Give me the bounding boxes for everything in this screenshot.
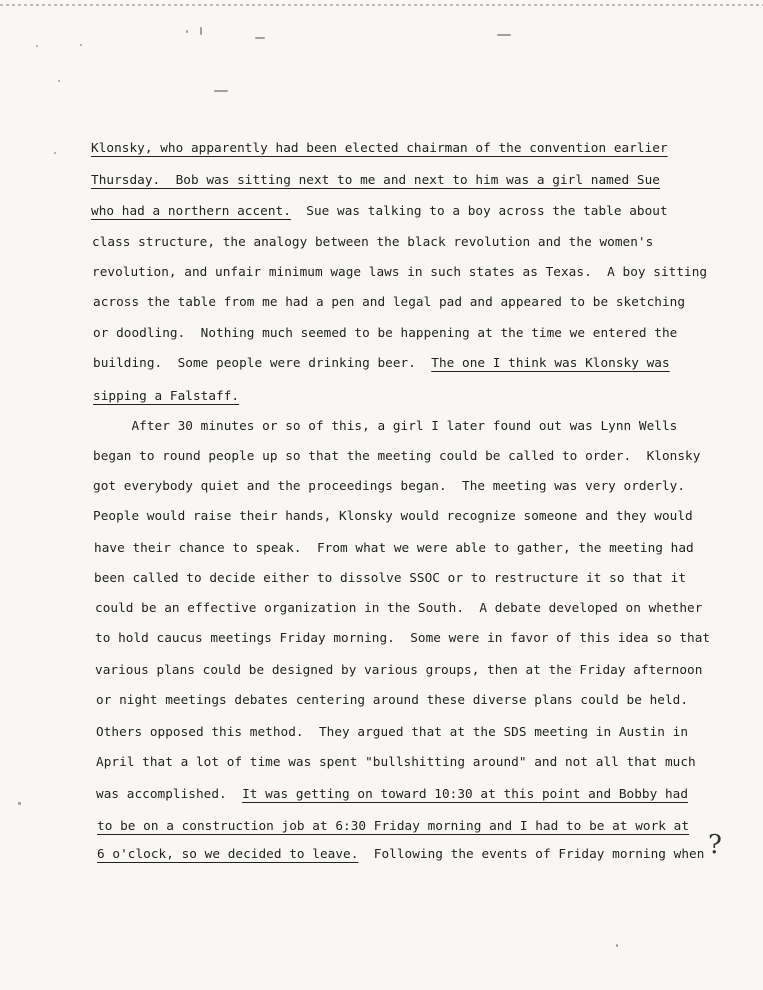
text-line [93,355,670,371]
underlined-text-segment: to be on a construction job at 6:30 Friday morning and I had to be at work at [97,818,690,833]
text-line [91,140,668,156]
text-segment: Sue was talking to a boy across the table about [290,203,668,218]
text-line [96,786,688,802]
underlined-text-segment: It was getting on toward 10:30 at this point and Bobby had [242,786,689,801]
text-line [91,172,660,188]
text-line [95,600,702,616]
text-line [93,448,700,464]
text-line [93,294,685,310]
text-segment: across the table from me had a pen and legal pad and appeared to be sketching [93,294,686,309]
text-segment: After 30 minutes or so of this, a girl I later found out was Lynn Wells [93,418,678,433]
text-segment: was accomplished. [96,786,243,801]
text-segment: began to round people up so that the meeting could be called to order. Klonsky [93,448,701,463]
underlined-text-segment: Klonsky, who apparently had been elected chairman of the convention earlier [91,140,668,155]
text-line [96,724,688,740]
text-segment: been called to decide either to dissolve SSOC or to restructure it so that it [94,570,687,585]
text-segment: could be an effective organization in the South. A debate developed on whether [95,600,703,615]
text-line [97,846,704,862]
underlined-text-segment: 6 o'clock, so we decided to leave. [97,846,359,861]
text-segment: Others opposed this method. They argued that at the SDS meeting in Austin in [96,724,689,739]
text-line [96,754,696,770]
text-line [93,388,239,404]
text-segment: or night meetings debates centering around these diverse plans could be held. [96,692,689,707]
underlined-text-segment: who had a northern accent. [91,203,291,218]
text-line [94,570,686,586]
text-line [92,234,653,250]
text-segment: Following the events of Friday morning when [358,846,705,861]
text-line [93,325,677,341]
text-line [94,540,694,556]
text-line [95,662,702,678]
underlined-text-segment: Thursday. Bob was sitting next to me and next to him was a girl named Sue [91,172,660,187]
handwritten-question-mark: ? [708,830,722,860]
text-line [93,508,693,524]
text-line [97,818,689,834]
text-segment: various plans could be designed by various groups, then at the Friday afternoon [95,662,703,677]
text-line [93,418,677,434]
text-segment: have their chance to speak. From what we were able to gather, the meeting had [94,540,694,555]
text-segment: building. Some people were drinking beer. [93,355,432,370]
text-segment: class structure, the analogy between the black revolution and the women's [92,234,654,249]
text-segment: April that a lot of time was spent "bullshitting around" and not all that much [96,754,696,769]
text-segment: revolution, and unfair minimum wage laws in such states as Texas. A boy sitting [92,264,708,279]
text-segment: People would raise their hands, Klonsky would recognize someone and they would [93,508,693,523]
text-segment: or doodling. Nothing much seemed to be happening at the time we entered the [93,325,678,340]
text-segment: to hold caucus meetings Friday morning. Some were in favor of this idea so that [95,630,711,645]
text-line [92,264,707,280]
text-segment: got everybody quiet and the proceedings began. The meeting was very orderly. [93,478,686,493]
underlined-text-segment: sipping a Falstaff. [93,388,240,403]
text-line [91,203,668,219]
text-line [96,692,688,708]
underlined-text-segment: The one I think was Klonsky was [431,355,670,370]
text-line [93,478,685,494]
text-line [95,630,710,646]
